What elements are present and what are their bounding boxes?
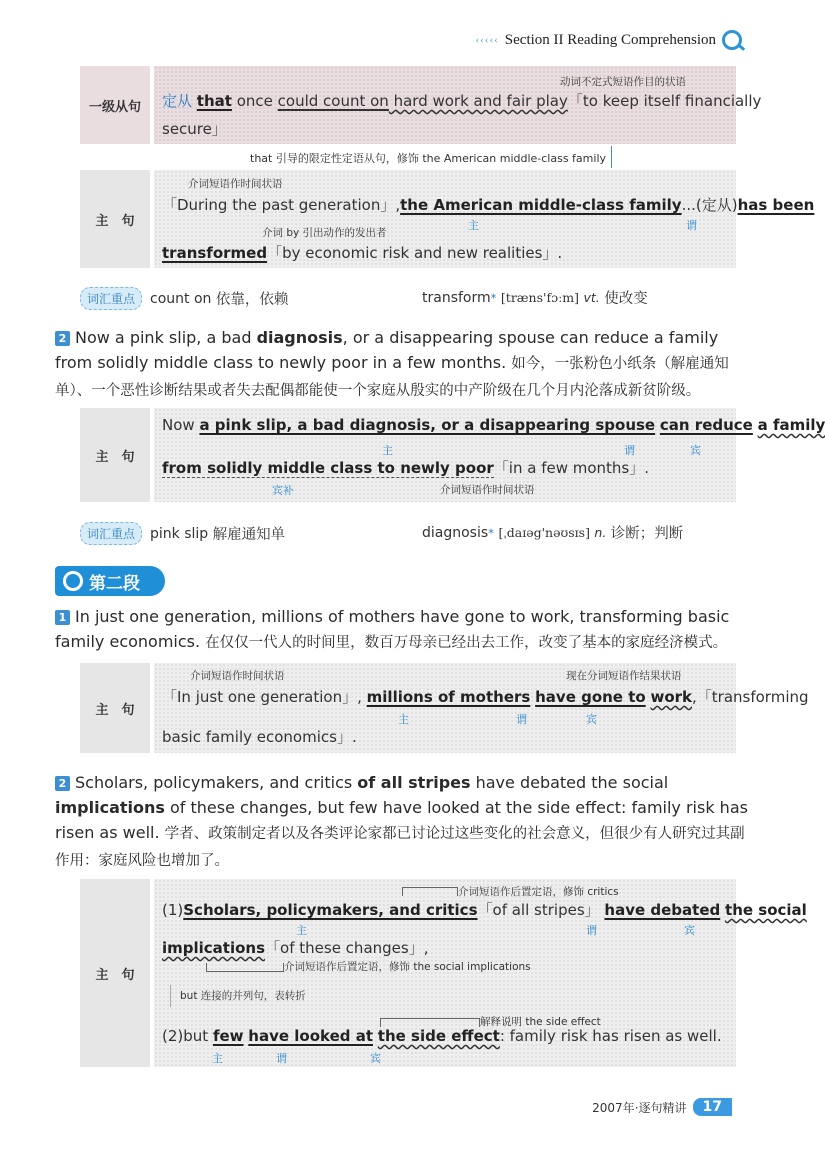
star-icon: * — [488, 525, 494, 540]
object-phrase: hard work and fair play — [388, 92, 568, 110]
search-q-icon — [722, 30, 742, 50]
predicate: have debated — [604, 901, 721, 919]
predicate: have looked at — [248, 1027, 374, 1045]
translation: 在仅仅一代人的时间里，数百万母亲已经出去工作，改变了基本的家庭经济模式。 — [205, 635, 728, 651]
connector-line — [611, 146, 612, 168]
object: implications — [162, 939, 266, 957]
attributive-phrase: 「of these changes」, — [265, 939, 429, 957]
subject: millions of mothers — [366, 688, 531, 706]
role-object: 宾 — [684, 924, 695, 937]
subject: a pink slip, a bad diagnosis, or a disappearing spouse — [199, 416, 656, 434]
star-icon: * — [490, 290, 497, 305]
page-footer — [592, 1098, 732, 1116]
sentence-line: secure」 — [162, 120, 227, 138]
search-q-icon — [63, 571, 83, 591]
predicate: has been — [737, 196, 815, 214]
translation: 学者、政策制定者以及各类评论家都已讨论过这些变化的社会意义，但很少有人研究过其副作用：家庭风险也增加了。 — [55, 826, 745, 869]
sentence-line — [162, 937, 428, 958]
vocab-word: diagnosis — [422, 524, 489, 541]
annotation-bracket — [402, 887, 458, 896]
role-subject: 主 — [382, 444, 393, 457]
section-heading — [55, 566, 165, 596]
object: a family — [757, 416, 825, 434]
annotation-note: 介词短语作时间状语 — [188, 178, 283, 190]
role-predicate: 谓 — [686, 219, 697, 232]
text: (1) — [162, 901, 184, 919]
text: ...(定从) — [681, 196, 738, 214]
annotation-note: 介词短语作后置定语，修饰 critics — [458, 886, 619, 898]
sentence-line — [162, 416, 825, 434]
annotation-note: 介词短语作时间状语 — [440, 484, 535, 496]
annotation-note: but 连接的并列句，表转折 — [180, 990, 306, 1002]
object: work — [650, 688, 693, 706]
predicate: can reduce — [659, 416, 753, 434]
role-predicate: 谓 — [276, 1052, 287, 1065]
subject: Scholars, policymakers, and critics — [183, 901, 478, 919]
clause-label: 主 句 — [80, 663, 150, 753]
sentence-number-badge: 2 — [55, 776, 70, 791]
annotation-note: 动词不定式短语作目的状语 — [560, 76, 686, 88]
sentence-line — [162, 899, 807, 920]
clause-label: 主 句 — [80, 408, 150, 502]
adverbial-phrase: 「in a few months」. — [493, 459, 650, 477]
annotation-note: 介词短语作时间状语 — [190, 670, 285, 682]
vocab-tag: 词汇重点 — [80, 522, 142, 545]
role-predicate: 谓 — [586, 924, 597, 937]
vocab-row — [422, 287, 648, 308]
text: , or a disappearing spouse can reduce a family from solidly middle class to newly poor in a few months. — [55, 328, 719, 372]
running-header — [475, 30, 742, 50]
annotation-note: 现在分词短语作结果状语 — [566, 670, 682, 682]
page-number: 17 — [693, 1098, 732, 1116]
relative-pronoun: that — [196, 92, 232, 110]
role-object: 宾 — [586, 713, 597, 726]
vocab-word: pink slip — [150, 525, 209, 542]
vocab-row — [80, 287, 288, 310]
vocab-row — [422, 522, 683, 543]
vocab-meaning: 解雇通知单 — [212, 527, 286, 543]
subject: few — [212, 1027, 244, 1045]
role-subject: 主 — [296, 924, 307, 937]
role-object: 宾 — [690, 444, 701, 457]
subject: the American middle-class family — [400, 196, 682, 214]
role-subject: 主 — [398, 713, 409, 726]
sentence-number-badge: 2 — [55, 331, 70, 346]
predicate: have gone to — [535, 688, 646, 706]
text: Now a pink slip, a bad — [75, 328, 257, 347]
vocab-meaning: 依靠，依赖 — [215, 292, 289, 308]
agent-phrase: 「by economic risk and new realities」. — [267, 244, 563, 262]
translation: 如今，一张粉色小纸条（解雇通知单）、一个恶性诊断结果或者失去配偶都能使一个家庭从殷实的中产阶级在几个月内沦落成新贫阶级。 — [55, 356, 729, 399]
text: have debated the social — [470, 773, 669, 792]
key-word: of all stripes — [357, 773, 471, 792]
verb-phrase: could count on — [277, 92, 389, 110]
paragraph — [55, 604, 750, 656]
sentence-line: basic family economics」. — [162, 728, 357, 746]
object: the side effect — [377, 1027, 500, 1045]
connector-line — [170, 985, 171, 1007]
participle-phrase: ,「transforming — [692, 688, 809, 706]
vocab-meaning: 使改变 — [604, 291, 648, 307]
annotation-note: 介词短语作后置定语，修饰 the social implications — [284, 961, 531, 973]
text: Scholars, policymakers, and critics — [75, 773, 358, 792]
paragraph — [55, 325, 750, 404]
part-of-speech: vt. — [583, 290, 600, 305]
phonetic: [ˌdaɪəg'nəʊsɪs] — [498, 525, 590, 540]
complement: from solidly middle class to newly poor — [162, 459, 494, 477]
key-word: diagnosis — [256, 328, 343, 347]
adverbial-phrase: 「During the past generation」, — [162, 196, 401, 214]
vocab-row — [80, 522, 285, 545]
vocab-meaning: 诊断；判断 — [610, 526, 684, 542]
role-subject: 主 — [212, 1052, 223, 1065]
role-predicate: 谓 — [624, 444, 635, 457]
vocab-word: count on — [150, 290, 212, 307]
object: the social — [725, 901, 807, 919]
text: 「to keep itself financially — [567, 92, 762, 110]
text: (2)but — [162, 1027, 213, 1045]
appositive-clause: : family risk has risen as well. — [499, 1027, 722, 1045]
clause-label: 一级从句 — [80, 66, 150, 144]
sentence-line — [162, 194, 814, 215]
attributive-phrase: 「of all stripes」 — [477, 901, 600, 919]
key-word: implications — [55, 798, 165, 817]
text: once — [231, 92, 278, 110]
role-object: 宾 — [370, 1052, 381, 1065]
section-title: 第二段 — [89, 573, 140, 594]
paragraph — [55, 770, 750, 874]
part-of-speech: n. — [594, 525, 607, 540]
role-predicate: 谓 — [516, 713, 527, 726]
role-subject: 主 — [468, 219, 479, 232]
annotation-note: that 引导的限定性定语从句，修饰 the American middle-class family — [250, 152, 607, 165]
adverbial-phrase: 「In just one generation」, — [162, 688, 362, 706]
vocab-word: transform — [422, 289, 491, 306]
annotation-note: 介词 by 引出动作的发出者 — [262, 227, 387, 239]
text: In just one generation, millions of mothers have gone to work, transforming basic family economics. — [55, 607, 730, 651]
annotation-bracket — [206, 963, 284, 972]
text: of these changes, but few have looked at the side effect: family risk has risen as well. — [55, 798, 748, 842]
sentence-line — [162, 686, 809, 707]
sentence-line — [162, 1027, 722, 1045]
clause-label: 主 句 — [80, 879, 150, 1067]
annotation-bracket — [380, 1018, 480, 1027]
annotation-note: 解释说明 the side effect — [480, 1016, 601, 1028]
text: Now — [162, 416, 200, 434]
role-complement: 宾补 — [272, 484, 294, 497]
vocab-tag: 词汇重点 — [80, 287, 142, 310]
sentence-number-badge: 1 — [55, 610, 70, 625]
footer-text: 2007年·逐句精讲 — [592, 1100, 687, 1115]
clause-label: 主 句 — [80, 170, 150, 268]
clause-tag: 定从 — [162, 92, 193, 110]
predicate: transformed — [162, 244, 268, 262]
header-title: Section II Reading Comprehension — [504, 31, 716, 48]
phonetic: [træns'fɔːm] — [500, 290, 580, 305]
sentence-line — [162, 90, 761, 111]
sentence-line — [162, 242, 562, 263]
header-arrows: ‹‹‹‹‹ — [475, 34, 499, 46]
sentence-line — [162, 457, 649, 478]
